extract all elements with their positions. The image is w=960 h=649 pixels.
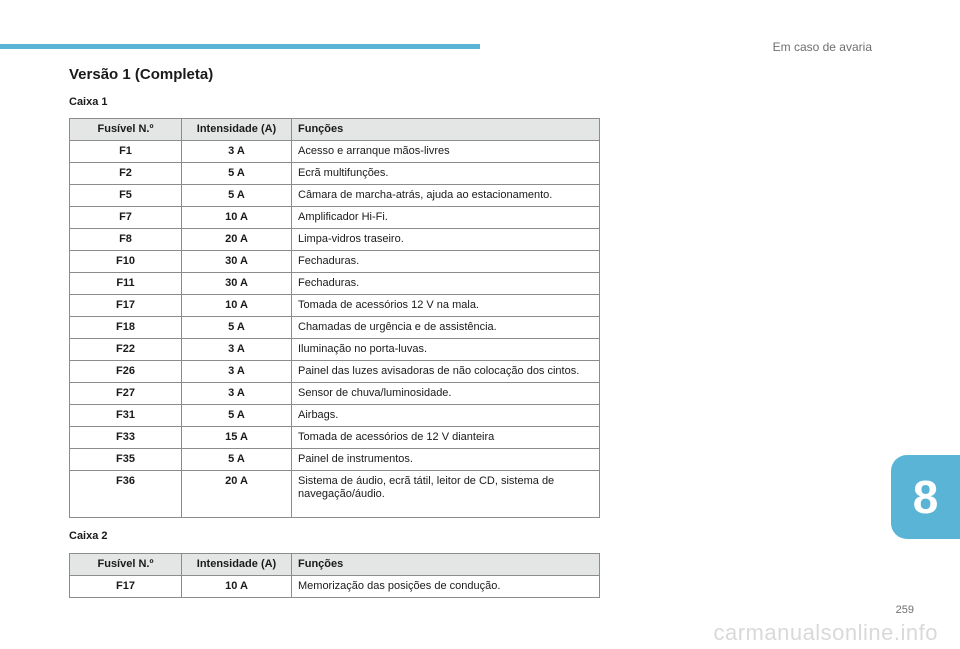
function-cell: Câmara de marcha-atrás, ajuda ao estacionamento.: [292, 185, 600, 207]
function-cell: Sensor de chuva/luminosidade.: [292, 383, 600, 405]
fuse-id-cell: F2: [70, 163, 182, 185]
fuse-id-cell: F17: [70, 576, 182, 598]
function-cell: Airbags.: [292, 405, 600, 427]
chapter-tab: [891, 455, 960, 539]
intensity-cell: 3 A: [182, 339, 292, 361]
caixa2-label: Caixa 2: [69, 530, 108, 542]
table-row: [70, 339, 600, 361]
page-title: Versão 1 (Completa): [69, 66, 214, 83]
table-row: [70, 141, 600, 163]
column-header-intensity: Intensidade (A): [182, 119, 292, 141]
intensity-cell: 3 A: [182, 383, 292, 405]
fuse-table-body: [70, 576, 600, 598]
caixa1-label: Caixa 1: [69, 96, 108, 108]
table-row: [70, 163, 600, 185]
intensity-cell: 20 A: [182, 229, 292, 251]
fuse-id-cell: F5: [70, 185, 182, 207]
intensity-cell: 5 A: [182, 163, 292, 185]
fuse-id-cell: F27: [70, 383, 182, 405]
table-header-row: [70, 119, 600, 141]
intensity-cell: 5 A: [182, 185, 292, 207]
intensity-cell: 30 A: [182, 251, 292, 273]
column-header-functions: Funções: [292, 554, 600, 576]
function-cell: Amplificador Hi-Fi.: [292, 207, 600, 229]
section-title: Em caso de avaria: [772, 40, 872, 54]
table-row: [70, 471, 600, 518]
function-cell: Memorização das posições de condução.: [292, 576, 600, 598]
table-row: [70, 295, 600, 317]
intensity-cell: 3 A: [182, 141, 292, 163]
function-cell: Tomada de acessórios de 12 V dianteira: [292, 427, 600, 449]
function-cell: Fechaduras.: [292, 273, 600, 295]
fuse-id-cell: F35: [70, 449, 182, 471]
intensity-cell: 10 A: [182, 295, 292, 317]
function-cell: Chamadas de urgência e de assistência.: [292, 317, 600, 339]
intensity-cell: 30 A: [182, 273, 292, 295]
table-row: [70, 207, 600, 229]
function-cell: Ecrã multifunções.: [292, 163, 600, 185]
table-header-row: [70, 554, 600, 576]
fuse-id-cell: F10: [70, 251, 182, 273]
function-cell: Limpa-vidros traseiro.: [292, 229, 600, 251]
column-header-intensity: Intensidade (A): [182, 554, 292, 576]
function-cell: Acesso e arranque mãos-livres: [292, 141, 600, 163]
table-row: [70, 576, 600, 598]
fuse-id-cell: F31: [70, 405, 182, 427]
fuse-id-cell: F7: [70, 207, 182, 229]
table-row: [70, 427, 600, 449]
watermark: carmanualsonline.info: [713, 620, 938, 645]
table-row: [70, 251, 600, 273]
top-accent-bar: [0, 44, 480, 49]
intensity-cell: 10 A: [182, 576, 292, 598]
function-cell: Painel das luzes avisadoras de não colocação dos cintos.: [292, 361, 600, 383]
fuse-id-cell: F17: [70, 295, 182, 317]
column-header-fuse: Fusível N.º: [70, 554, 182, 576]
fuse-id-cell: F11: [70, 273, 182, 295]
function-cell: Fechaduras.: [292, 251, 600, 273]
intensity-cell: 5 A: [182, 405, 292, 427]
page-number: 259: [895, 604, 914, 616]
table-row: [70, 185, 600, 207]
intensity-cell: 15 A: [182, 427, 292, 449]
table-row: [70, 273, 600, 295]
chapter-number: 8: [912, 471, 939, 523]
fuse-id-cell: F18: [70, 317, 182, 339]
fuse-id-cell: F22: [70, 339, 182, 361]
fuse-id-cell: F26: [70, 361, 182, 383]
intensity-cell: 20 A: [182, 471, 292, 518]
intensity-cell: 10 A: [182, 207, 292, 229]
table-row: [70, 317, 600, 339]
function-cell: Sistema de áudio, ecrã tátil, leitor de CD, sistema de navegação/áudio.: [292, 471, 600, 518]
intensity-cell: 3 A: [182, 361, 292, 383]
fuse-id-cell: F36: [70, 471, 182, 518]
table-row: [70, 405, 600, 427]
fuse-table-caixa2: [69, 553, 600, 598]
fuse-id-cell: F33: [70, 427, 182, 449]
column-header-functions: Funções: [292, 119, 600, 141]
fuse-table-body: [70, 141, 600, 518]
intensity-cell: 5 A: [182, 317, 292, 339]
table-row: [70, 449, 600, 471]
table-row: [70, 229, 600, 251]
intensity-cell: 5 A: [182, 449, 292, 471]
function-cell: Iluminação no porta-luvas.: [292, 339, 600, 361]
function-cell: Tomada de acessórios 12 V na mala.: [292, 295, 600, 317]
function-cell: Painel de instrumentos.: [292, 449, 600, 471]
fuse-id-cell: F8: [70, 229, 182, 251]
column-header-fuse: Fusível N.º: [70, 119, 182, 141]
fuse-table-caixa1: [69, 118, 600, 518]
table-row: [70, 361, 600, 383]
fuse-id-cell: F1: [70, 141, 182, 163]
table-row: [70, 383, 600, 405]
